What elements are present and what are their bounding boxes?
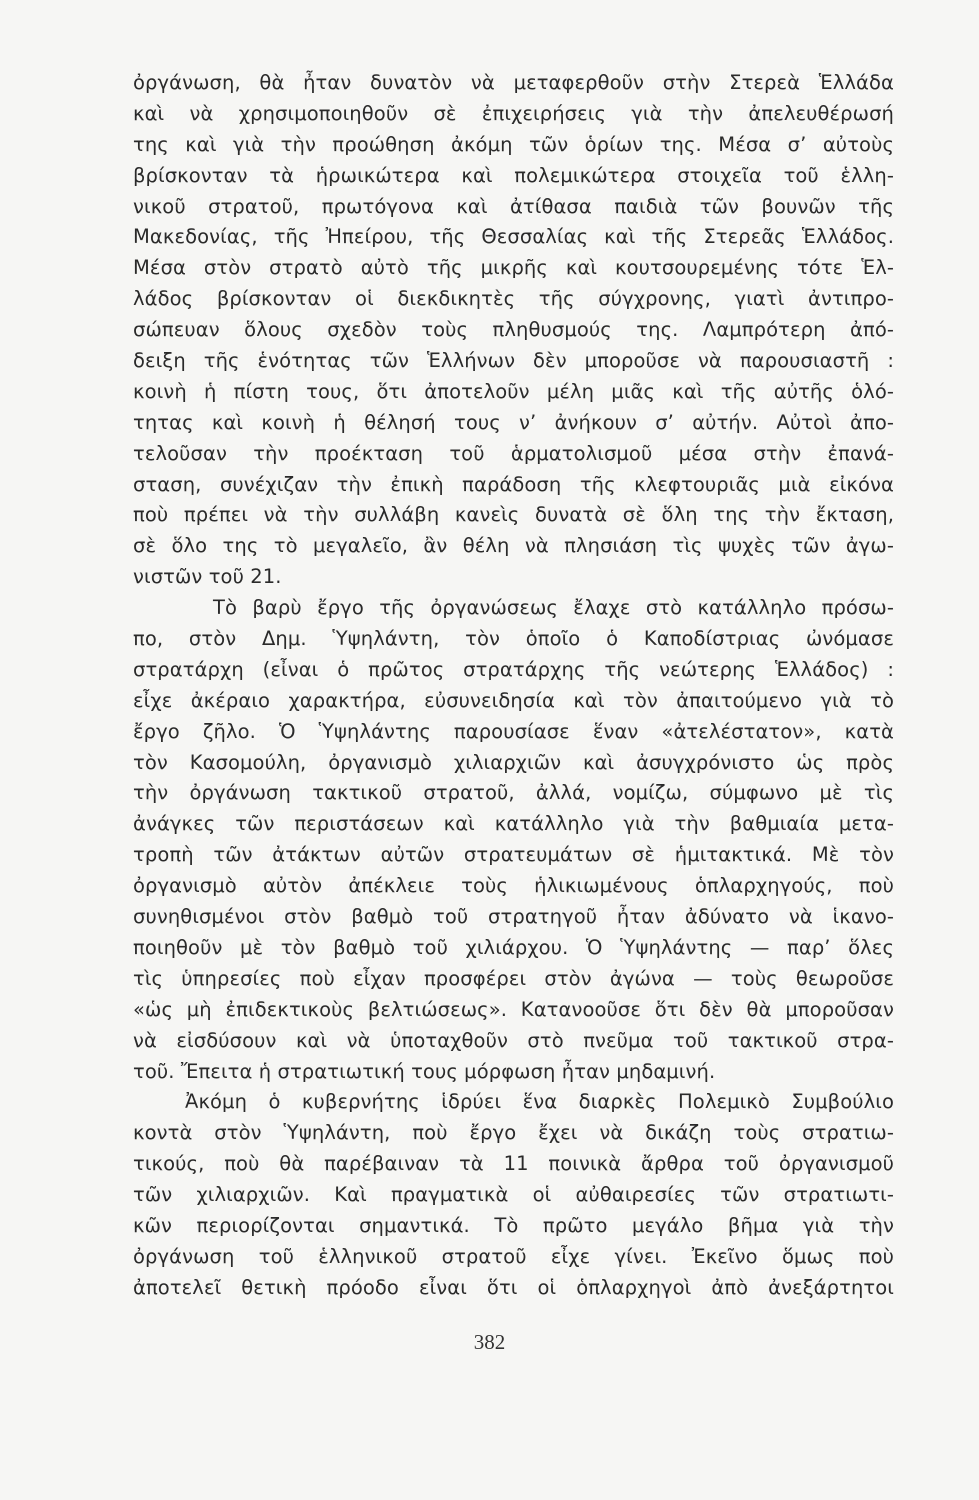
text-line: τῶν χιλιαρχιῶν. Καὶ πραγματικὰ οἱ αὐθαιρεσίες τῶν στρατιωτι- <box>133 1183 894 1207</box>
text-line: τὸν Κασομούλη, ὀργανισμὸ χιλιαρχιῶν καὶ ἀσυγχρόνιστο ὡς πρὸς <box>133 750 894 774</box>
text-line: τὶς ὑπηρεσίες ποὺ εἶχαν προσφέρει στὸν ἀγώνα — τοὺς θεωροῦσε <box>133 966 894 990</box>
body-text <box>133 68 894 1304</box>
text-line: νιστῶν τοῦ 21. <box>133 565 282 589</box>
text-line: πο, στὸν Δημ. Ὑψηλάντη, τὸν ὁποῖο ὁ Καποδίστριας ὠνόμασε <box>133 627 894 651</box>
text-line: ὀργάνωση, θὰ ἦταν δυνατὸν νὰ μεταφερθοῦν στὴν Στερεὰ Ἑλλάδα <box>133 71 894 94</box>
text-line: ὀργανισμὸ αὐτὸν ἀπέκλειε τοὺς ἡλικιωμένους ὁπλαρχηγούς, ποὺ <box>133 874 894 898</box>
text-line: σὲ ὅλο της τὸ μεγαλεῖο, ἂν θέλη νὰ πλησιάση τὶς ψυχὲς τῶν ἀγω- <box>133 534 894 558</box>
text-line: νικοῦ στρατοῦ, πρωτόγονα καὶ ἀτίθασα παιδιὰ τῶν βουνῶν τῆς <box>133 194 894 218</box>
text-line: τικούς, ποὺ θὰ παρέβαιναν τὰ 11 ποινικὰ ἄρθρα τοῦ ὀργανισμοῦ <box>133 1152 894 1176</box>
text-line: βρίσκονταν τὰ ἡρωικώτερα καὶ πολεμικώτερα στοιχεῖα τοῦ ἑλλη- <box>133 163 894 187</box>
text-line: ποὺ πρέπει νὰ τὴν συλλάβη κανεὶς δυνατὰ σὲ ὅλη της τὴν ἔκταση, <box>133 503 894 527</box>
text-line: στρατάρχη (εἶναι ὁ πρῶτος στρατάρχης τῆς νεώτερης Ἑλλάδος) : <box>133 657 894 681</box>
text-line: κοινὴ ἡ πίστη τους, ὅτι ἀποτελοῦν μέλη μιᾶς καὶ τῆς αὐτῆς ὁλό- <box>133 379 894 403</box>
text-line: Μακεδονίας, τῆς Ἠπείρου, τῆς Θεσσαλίας καὶ τῆς Στερεᾶς Ἑλλάδος. <box>133 225 894 249</box>
text-line: ὀργάνωση τοῦ ἑλληνικοῦ στρατοῦ εἶχε γίνει. Ἐκεῖνο ὅμως ποὺ <box>133 1244 894 1268</box>
text-line: Ἀκόμη ὁ κυβερνήτης ἱδρύει ἕνα διαρκὲς Πολεμικὸ Συμβούλιο <box>185 1090 894 1114</box>
text-line: ἔργο ζῆλο. Ὁ Ὑψηλάντης παρουσίασε ἕναν «ἀτελέστατον», κατὰ <box>133 719 894 743</box>
text-line: καὶ νὰ χρησιμοποιηθοῦν σὲ ἐπιχειρήσεις γιὰ τὴν ἀπελευθέρωσή <box>133 101 894 125</box>
text-line: σώπευαν ὅλους σχεδὸν τοὺς πληθυσμούς της. Λαμπρότερη ἀπό- <box>133 318 894 342</box>
text-line: σταση, συνέχιζαν τὴν ἐπικὴ παράδοση τῆς κλεφτουριᾶς μιὰ εἰκόνα <box>133 472 894 496</box>
text-line: κοντὰ στὸν Ὑψηλάντη, ποὺ ἔργο ἔχει νὰ δικάζη τοὺς στρατιω- <box>133 1121 894 1145</box>
text-line: ποιηθοῦν μὲ τὸν βαθμὸ τοῦ χιλιάρχου. Ὁ Ὑψηλάντης — παρ’ ὅλες <box>133 935 894 959</box>
text-line: κῶν περιορίζονται σημαντικά. Τὸ πρῶτο μεγάλο βῆμα γιὰ τὴν <box>133 1213 894 1237</box>
text-line: τροπὴ τῶν ἀτάκτων αὐτῶν στρατευμάτων σὲ ἡμιτακτικά. Μὲ τὸν <box>133 843 894 867</box>
text-line: νὰ εἰσδύσουν καὶ νὰ ὑποταχθοῦν στὸ πνεῦμα τοῦ τακτικοῦ στρα- <box>133 1028 894 1052</box>
text-line: τελοῦσαν τὴν προέκταση τοῦ ἁρματολισμοῦ μέσα στὴν ἐπανά- <box>133 441 894 465</box>
text-line: λάδος βρίσκονταν οἱ διεκδικητὲς τῆς σύγχρονης, γιατὶ ἀντιπρο- <box>133 287 894 311</box>
text-line: τητας καὶ κοινὴ ἡ θέλησή τους ν’ ἀνήκουν σ’ αὐτήν. Αὐτοὶ ἀπο- <box>133 410 894 434</box>
text-line: Τὸ βαρὺ ἔργο τῆς ὀργανώσεως ἔλαχε στὸ κατάλληλο πρόσω- <box>213 596 894 620</box>
page-number: 382 <box>473 1330 506 1354</box>
text-line: δειξη τῆς ἑνότητας τῶν Ἑλλήνων δὲν μποροῦσε νὰ παρουσιαστῆ : <box>133 349 894 373</box>
text-line: της καὶ γιὰ τὴν προώθηση ἀκόμη τῶν ὁρίων της. Μέσα σ’ αὐτοὺς <box>133 132 894 156</box>
text-line: συνηθισμένοι στὸν βαθμὸ τοῦ στρατηγοῦ ἦταν ἀδύνατο νὰ ἱκανο- <box>133 905 894 929</box>
text-line: ἀνάγκες τῶν περιστάσεων καὶ κατάλληλο γιὰ τὴν βαθμιαία μετα- <box>133 812 894 836</box>
text-line: τὴν ὀργάνωση τακτικοῦ στρατοῦ, ἀλλά, νομίζω, σύμφωνο μὲ τὶς <box>133 781 894 805</box>
text-line: εἶχε ἀκέραιο χαρακτήρα, εὐσυνειδησία καὶ τὸν ἀπαιτούμενο γιὰ τὸ <box>133 688 894 712</box>
text-line: Μέσα στὸν στρατὸ αὐτὸ τῆς μικρῆς καὶ κουτσουρεμένης τότε Ἑλ- <box>133 256 894 280</box>
text-line: ἀποτελεῖ θετικὴ πρόοδο εἶναι ὅτι οἱ ὁπλαρχηγοὶ ἀπὸ ἀνεξάρτητοι <box>133 1275 894 1299</box>
text-line: «ὡς μὴ ἐπιδεκτικοὺς βελτιώσεως». Κατανοοῦσε ὅτι δὲν θὰ μποροῦσαν <box>133 997 894 1021</box>
text-line: τοῦ. Ἔπειτα ἡ στρατιωτική τους μόρφωση ἦταν μηδαμινή. <box>133 1059 716 1083</box>
